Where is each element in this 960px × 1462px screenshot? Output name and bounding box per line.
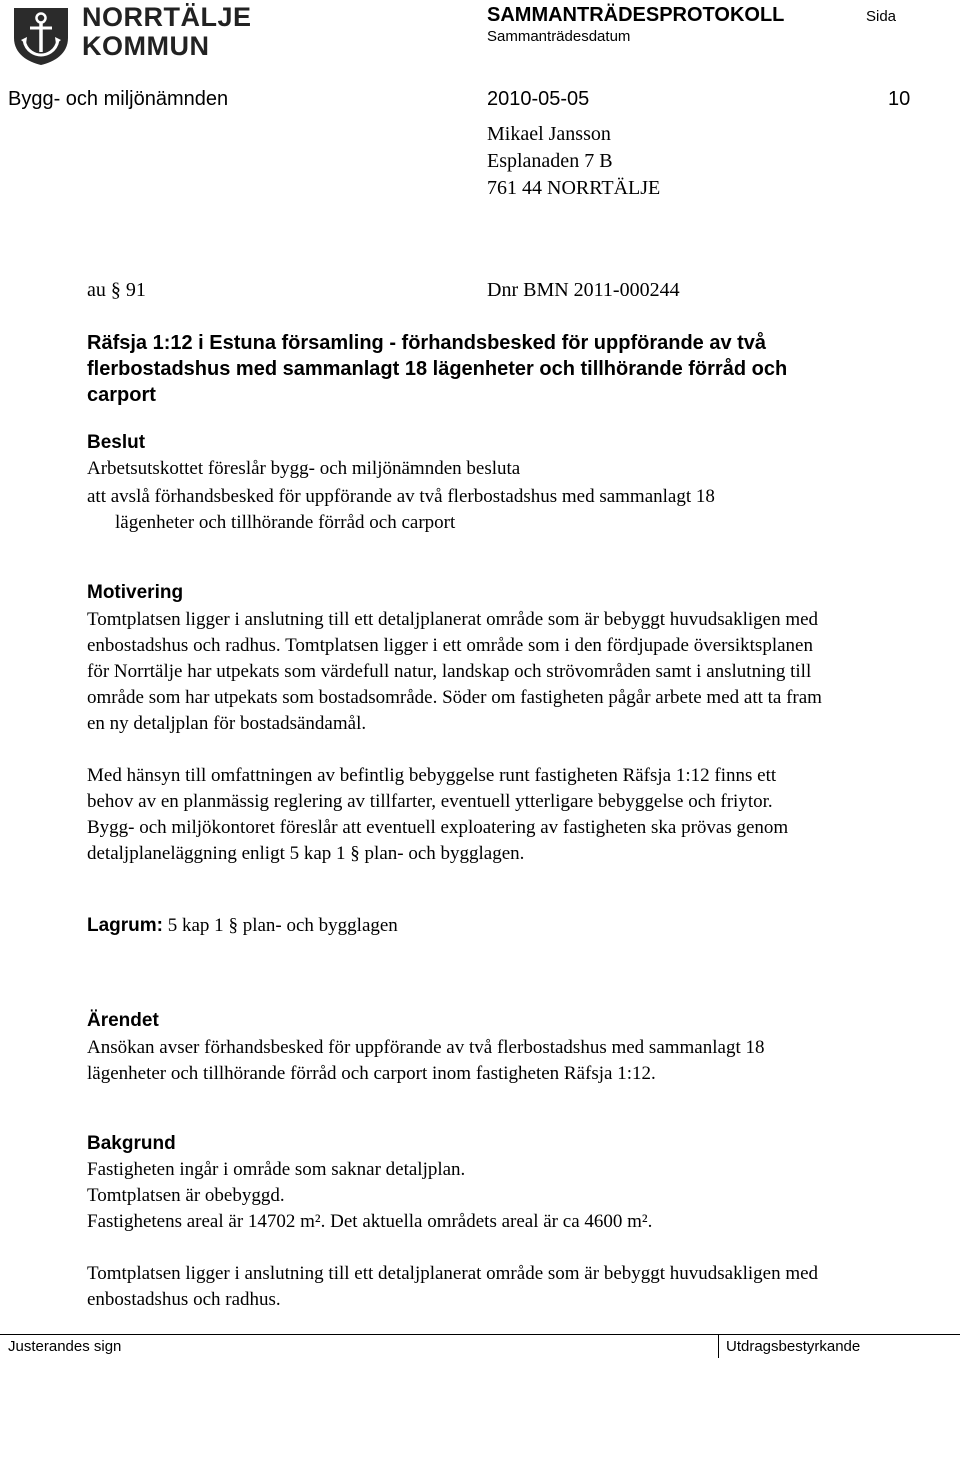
arendet-line1: Ansökan avser förhandsbesked för uppförande av två flerbostadshus med sammanlagt 18 bbox=[87, 1037, 765, 1058]
section-icon: § bbox=[228, 915, 238, 936]
au-number: 91 bbox=[125, 279, 146, 301]
page-number: 10 bbox=[888, 88, 911, 110]
bakgrund-heading: Bakgrund bbox=[87, 1133, 176, 1154]
page-label: Sida bbox=[866, 8, 897, 25]
case-title-line3: carport bbox=[87, 384, 156, 406]
motivering-p1-line5: en ny detaljplan för bostadsändamål. bbox=[87, 713, 367, 734]
board-name: Bygg- och miljönämnden bbox=[8, 88, 229, 110]
recipient-name: Mikael Jansson bbox=[487, 123, 611, 145]
dnr: Dnr BMN 2011-000244 bbox=[487, 279, 680, 301]
section-icon: § bbox=[110, 279, 121, 301]
beslut-line1: Arbetsutskottet föreslår bygg- och miljönämnden besluta bbox=[87, 458, 521, 479]
bakgrund-line2: Tomtplatsen är obebyggd. bbox=[87, 1185, 285, 1206]
motivering-p2-line1: Med hänsyn till omfattningen av befintlig bebyggelse runt fastigheten Räfsja 1:12 finns ett bbox=[87, 765, 777, 786]
anchor-logo-icon bbox=[10, 4, 72, 66]
section-icon: § bbox=[350, 843, 360, 864]
motivering-p2-line2: behov av en planmässig reglering av tillfarter, eventuell ytterligare bebyggelse och friytor. bbox=[87, 791, 773, 812]
motivering-p2-line4-b: plan- och bygglagen. bbox=[364, 843, 525, 864]
arendet-heading: Ärendet bbox=[87, 1010, 159, 1031]
motivering-p2-line3: Bygg- och miljökontoret föreslår att eventuell exploatering av fastigheten ska prövas genom bbox=[87, 817, 789, 838]
lagrum-text-b: plan- och bygglagen bbox=[242, 915, 398, 936]
motivering-p2-line4 bbox=[87, 841, 524, 867]
beslut-heading: Beslut bbox=[87, 432, 146, 453]
case-title-line1: Räfsja 1:12 i Estuna församling - förhandsbesked för uppförande av två bbox=[87, 332, 767, 354]
motivering-p1-line4: område som har utpekats som bostadsområde. Söder om fastigheten pågår arbete med att ta fram bbox=[87, 687, 822, 708]
bakgrund-p2-line2: enbostadshus och radhus. bbox=[87, 1289, 281, 1310]
beslut-line3: lägenheter och tillhörande förråd och carport bbox=[115, 512, 456, 533]
au-prefix: au bbox=[87, 279, 106, 301]
motivering-p1-line2: enbostadshus och radhus. Tomtplatsen ligger i ett område som i den fördjupade översiktsplanen bbox=[87, 635, 813, 656]
lagrum-label: Lagrum: bbox=[87, 915, 163, 936]
footer-separator bbox=[718, 1334, 719, 1358]
arendet-line2: lägenheter och tillhörande förråd och carport inom fastigheten Räfsja 1:12. bbox=[87, 1063, 656, 1084]
motivering-p2-line4-a: detaljplaneläggning enligt 5 kap 1 bbox=[87, 843, 346, 864]
bakgrund-line3: Fastighetens areal är 14702 m². Det aktuella områdets areal är ca 4600 m². bbox=[87, 1211, 653, 1232]
document-type: SAMMANTRÄDESPROTOKOLL bbox=[487, 4, 785, 26]
bakgrund-p2-line1: Tomtplatsen ligger i anslutning till ett detaljplanerat område som är bebyggt huvudsakligen med bbox=[87, 1263, 819, 1284]
footer-utdragsbestyrkande: Utdragsbestyrkande bbox=[726, 1338, 861, 1355]
date-label: Sammanträdesdatum bbox=[487, 28, 631, 45]
logo-text-line2: KOMMUN bbox=[82, 31, 210, 61]
lagrum-text-a: 5 kap 1 bbox=[167, 915, 224, 936]
meeting-date: 2010-05-05 bbox=[487, 88, 590, 110]
motivering-p1-line1: Tomtplatsen ligger i anslutning till ett detaljplanerat område som är bebyggt huvudsakligen med bbox=[87, 609, 819, 630]
footer-divider bbox=[0, 1334, 960, 1335]
recipient-postal: 761 44 NORRTÄLJE bbox=[487, 177, 661, 199]
motivering-p1-line3: för Norrtälje har utpekats som värdefull natur, landskap och strövområden samt i anslutning till bbox=[87, 661, 812, 682]
au-reference bbox=[87, 279, 146, 302]
recipient-street: Esplanaden 7 B bbox=[487, 150, 613, 172]
case-title-line2: flerbostadshus med sammanlagt 18 lägenheter och tillhörande förråd och bbox=[87, 358, 788, 380]
footer-justerandes-sign: Justerandes sign bbox=[8, 1338, 122, 1355]
bakgrund-line1: Fastigheten ingår i område som saknar detaljplan. bbox=[87, 1159, 466, 1180]
logo-text-line1: NORRTÄLJE bbox=[82, 2, 252, 32]
beslut-line2: att avslå förhandsbesked för uppförande av två flerbostadshus med sammanlagt 18 bbox=[87, 486, 715, 507]
motivering-heading: Motivering bbox=[87, 582, 184, 603]
lagrum bbox=[87, 913, 398, 939]
